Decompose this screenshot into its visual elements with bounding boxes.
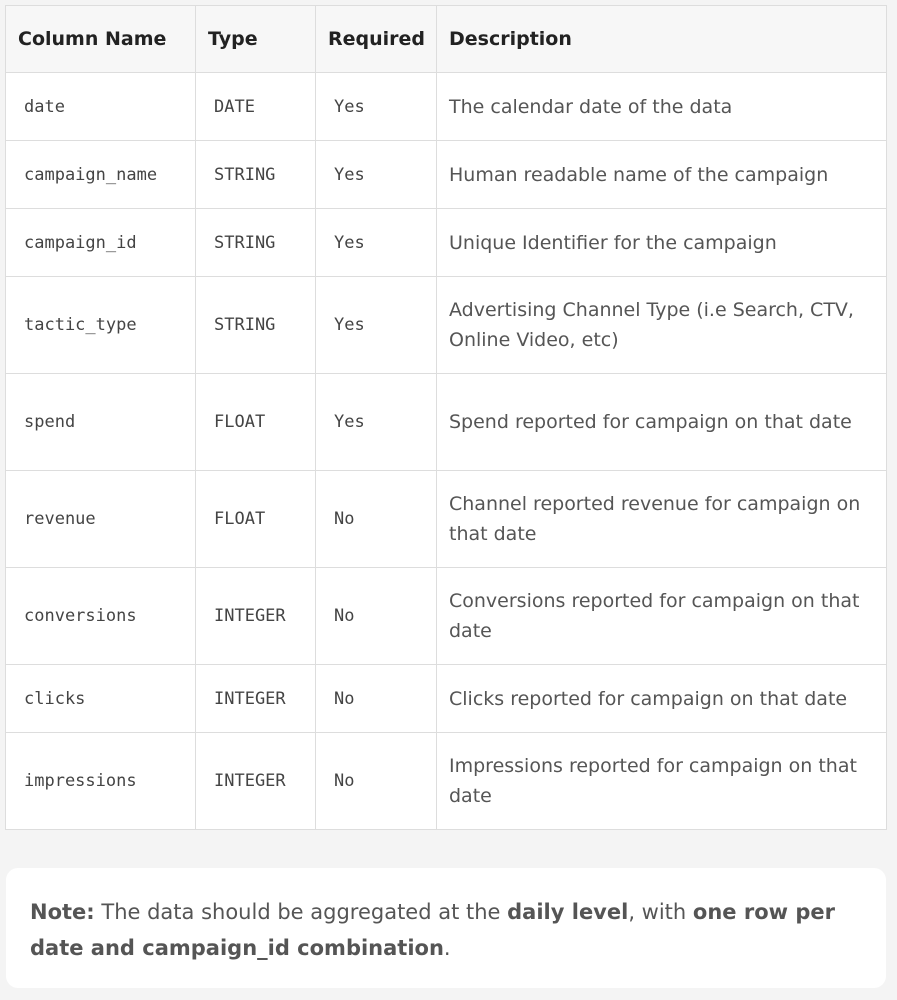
table-row	[6, 277, 887, 374]
note-box	[6, 868, 886, 988]
type-cell: INTEGER	[196, 568, 316, 665]
note-text: The data should be aggregated at the	[94, 900, 508, 924]
type-cell: FLOAT	[196, 471, 316, 568]
note-label: Note:	[30, 900, 95, 924]
table-row	[6, 73, 887, 141]
type-cell: INTEGER	[196, 665, 316, 733]
column-name-cell: tactic_type	[6, 277, 196, 374]
table-row	[6, 568, 887, 665]
required-cell: No	[316, 568, 437, 665]
column-name-cell: impressions	[6, 733, 196, 830]
table-header	[6, 6, 887, 73]
required-cell: No	[316, 665, 437, 733]
description-cell: Spend reported for campaign on that date	[437, 374, 887, 471]
description-cell: Human readable name of the campaign	[437, 141, 887, 209]
table-row	[6, 374, 887, 471]
table-row	[6, 665, 887, 733]
note-text: .	[443, 936, 451, 960]
header-row	[6, 6, 887, 73]
type-cell: DATE	[196, 73, 316, 141]
schema-table	[5, 5, 887, 830]
header-required: Required	[316, 6, 437, 73]
note-text: , with	[628, 900, 693, 924]
table-row	[6, 209, 887, 277]
description-cell: Clicks reported for campaign on that date	[437, 665, 887, 733]
description-cell: Unique Identifier for the campaign	[437, 209, 887, 277]
description-cell: Advertising Channel Type (i.e Search, CTV, Online Video, etc)	[437, 277, 887, 374]
column-name-cell: revenue	[6, 471, 196, 568]
required-cell: Yes	[316, 374, 437, 471]
description-cell: Channel reported revenue for campaign on that date	[437, 471, 887, 568]
note-emphasis-one-row: one row per date and campaign_id combination	[30, 900, 835, 960]
column-name-cell: date	[6, 73, 196, 141]
required-cell: No	[316, 471, 437, 568]
description-cell: The calendar date of the data	[437, 73, 887, 141]
required-cell: Yes	[316, 277, 437, 374]
description-cell: Impressions reported for campaign on that date	[437, 733, 887, 830]
column-name-cell: conversions	[6, 568, 196, 665]
description-cell: Conversions reported for campaign on that date	[437, 568, 887, 665]
column-name-cell: spend	[6, 374, 196, 471]
required-cell: Yes	[316, 73, 437, 141]
type-cell: STRING	[196, 209, 316, 277]
header-column-name: Column Name	[6, 6, 196, 73]
header-type: Type	[196, 6, 316, 73]
note-emphasis-daily-level: daily level	[507, 900, 629, 924]
table-body	[6, 73, 887, 830]
table-row	[6, 733, 887, 830]
required-cell: No	[316, 733, 437, 830]
table-row	[6, 141, 887, 209]
column-name-cell: campaign_name	[6, 141, 196, 209]
type-cell: STRING	[196, 277, 316, 374]
required-cell: Yes	[316, 141, 437, 209]
type-cell: FLOAT	[196, 374, 316, 471]
column-name-cell: campaign_id	[6, 209, 196, 277]
type-cell: INTEGER	[196, 733, 316, 830]
type-cell: STRING	[196, 141, 316, 209]
required-cell: Yes	[316, 209, 437, 277]
column-name-cell: clicks	[6, 665, 196, 733]
header-description: Description	[437, 6, 887, 73]
table-row	[6, 471, 887, 568]
